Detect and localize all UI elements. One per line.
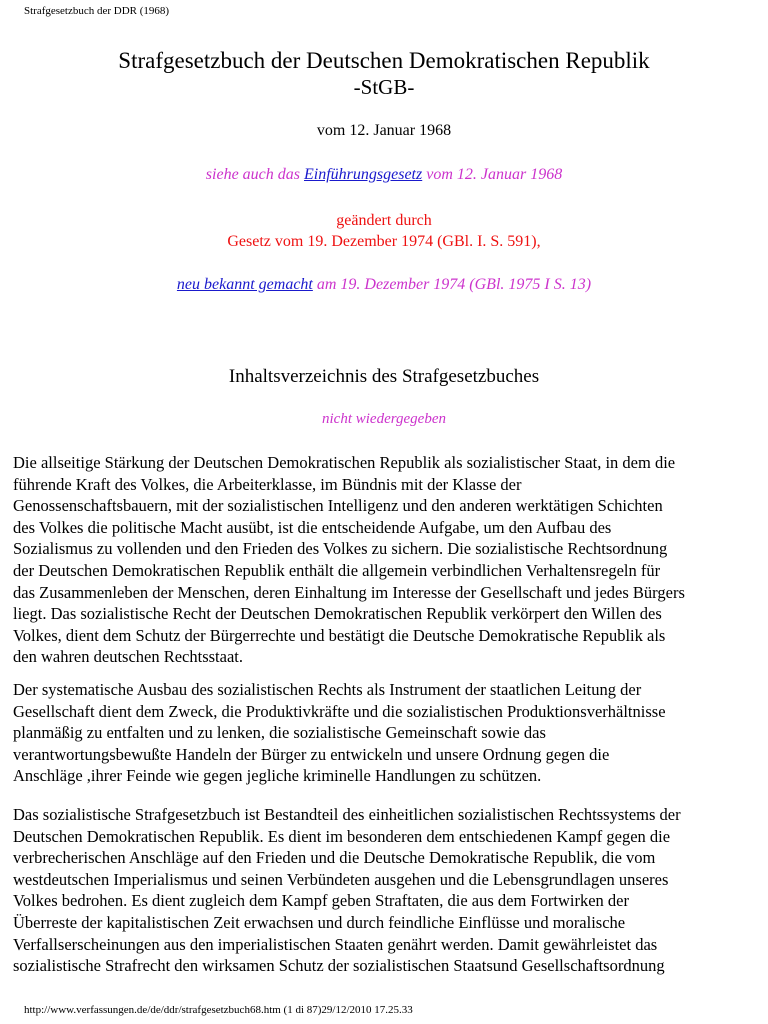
- running-header: Strafgesetzbuch der DDR (1968): [24, 5, 170, 17]
- neu-bekannt-gemacht-link[interactable]: neu bekannt gemacht: [176, 276, 313, 293]
- paragraph-line: Gesellschaft dient dem Zweck, die Produktivkräfte und die sozialistischen Produktionsverhältnisse: [13, 701, 666, 721]
- paragraph-line: Volkes bedrohen. Es dient zugleich dem Kampf geben Straftaten, die aus dem Fortwirken der: [13, 891, 629, 911]
- toc-note: nicht wiedergegeben: [322, 411, 446, 427]
- republished-suffix: am 19. Dezember 1974 (GBl. 1975 I S. 13): [312, 276, 592, 293]
- paragraph-line: Genossenschaftsbauern, mit der sozialistischen Intelligenz und den anderen werktätigen Schichten: [13, 496, 663, 516]
- paragraph-line: Der systematische Ausbau des sozialistischen Rechts als Instrument der staatlichen Leitung der: [13, 680, 642, 699]
- preamble-paragraph-2: [13, 679, 765, 787]
- paragraph-line: Anschläge ,ihrer Feinde wie gegen jegliche kriminelle Handlungen zu schützen.: [13, 766, 542, 786]
- paragraph-line: der Deutschen Demokratischen Republik enthält die allgemein verbindlichen Verhaltensregeln für: [13, 560, 661, 580]
- see-also-line: [0, 165, 768, 185]
- see-also-suffix: vom 12. Januar 1968: [422, 166, 563, 183]
- paragraph-line: Verfallserscheinungen aus den imperialistischen Staaten genährt werden. Damit gewährleistet das: [13, 934, 658, 954]
- paragraph-line: Deutschen Demokratischen Republik. Es dient im besonderen dem entschiedenen Kampf gegen die: [13, 826, 671, 846]
- paragraph-line: Sozialismus zu vollenden und den Frieden des Volkes zu sichern. Die sozialistische Rechtsordnung: [13, 539, 668, 559]
- paragraph-line: den wahren deutschen Rechtsstaat.: [13, 647, 244, 667]
- page-footer-url: http://www.verfassungen.de/de/ddr/strafgesetzbuch68.htm (1 di 87)29/12/2010 17.25.33: [24, 1004, 413, 1016]
- republished-line: [0, 275, 768, 295]
- preamble-paragraph-1: [13, 452, 765, 668]
- paragraph-line: verantwortungsbewußte Handeln der Bürger zu entwickeln und unsere Ordnung gegen die: [13, 744, 610, 764]
- amendment-label: geändert durch: [336, 212, 432, 229]
- paragraph-line: des Volkes die politische Macht ausübt, ist die entscheidende Aufgabe, um den Aufbau des: [13, 517, 612, 537]
- amendment-law: Gesetz vom 19. Dezember 1974 (GBl. I. S. 591),: [227, 233, 541, 250]
- paragraph-line: liegt. Das sozialistische Recht der Deutschen Demokratischen Republik verkörpert den Willen des: [13, 604, 662, 624]
- paragraph-line: planmäßig zu entfalten und zu lenken, die sozialistische Gemeinschaft sowie das: [13, 723, 546, 743]
- paragraph-line: Die allseitige Stärkung der Deutschen Demokratischen Republik als sozialistischer Staat, in dem die: [13, 453, 676, 472]
- enactment-date: vom 12. Januar 1968: [316, 122, 452, 139]
- paragraph-line: das Zusammenleben der Menschen, deren Einhaltung im Interesse der Gesellschaft und jedes Bürgers: [13, 582, 685, 602]
- document-title: Strafgesetzbuch der Deutschen Demokratischen Republik: [118, 48, 650, 73]
- document-abbreviation: -StGB-: [353, 75, 415, 99]
- preamble-paragraph-3: [13, 804, 765, 977]
- paragraph-line: verbrecherischen Anschläge auf den Frieden und die Deutsche Demokratische Republik, die vom: [13, 848, 656, 868]
- see-also-prefix: siehe auch das: [205, 166, 304, 183]
- paragraph-line: sozialistische Strafrecht den wirksamen Schutz der sozialistischen Staatsund Gesellschaftsordnung: [13, 956, 665, 976]
- paragraph-line: Überreste der kapitalistischen Zeit erwachsen und durch feindliche Einflüsse und moralische: [13, 912, 626, 932]
- paragraph-line: Das sozialistische Strafgesetzbuch ist Bestandteil des einheitlichen sozialistischen Rechtssystems der: [13, 805, 681, 824]
- toc-heading: Inhaltsverzeichnis des Strafgesetzbuches: [228, 366, 540, 387]
- paragraph-line: westdeutschen Imperialismus und seinen Verbündeten ausgehen und die Lebensgrundlagen unseres: [13, 869, 669, 889]
- paragraph-line: Volkes, dient dem Schutz der Bürgerrechte und bestätigt die Deutsche Demokratische Republik als: [13, 625, 666, 645]
- einfuehrungsgesetz-link[interactable]: Einführungsgesetz: [304, 166, 423, 183]
- paragraph-line: führende Kraft des Volkes, die Arbeiterklasse, im Bündnis mit der Klasse der: [13, 474, 522, 494]
